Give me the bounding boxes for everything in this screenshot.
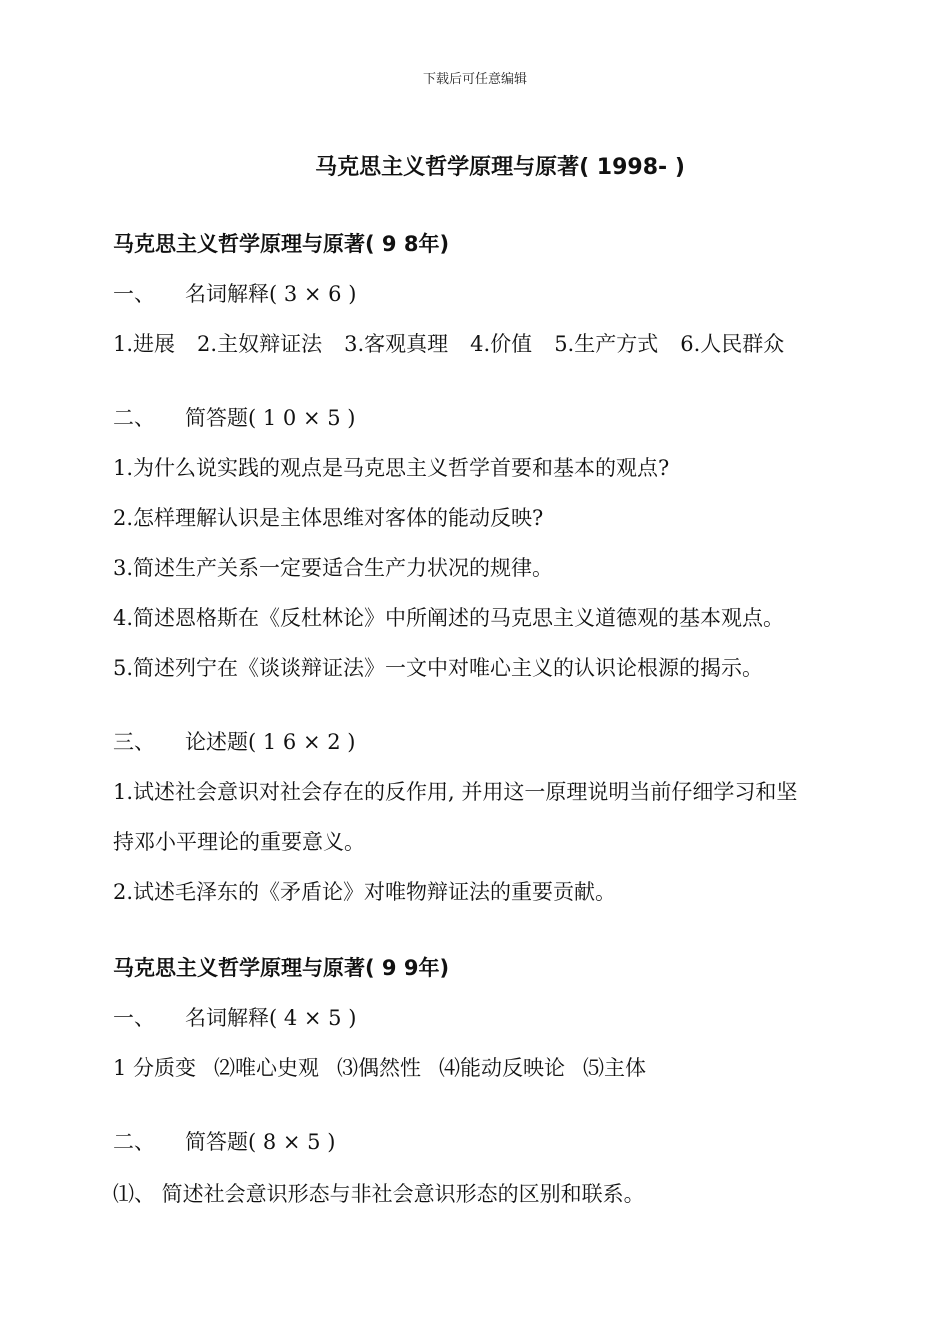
question-item: 1.试述社会意识对社会存在的反作用, 并用这一原理说明当前仔细学习和坚: [113, 780, 798, 804]
part-number: 二、: [113, 406, 155, 430]
term: 1.进展: [113, 332, 176, 356]
term: 6.人民群众: [680, 332, 785, 356]
part-number: 一、: [113, 282, 155, 306]
question-item: 4.简述恩格斯在《反杜林论》中所阐述的马克思主义道德观的基本观点。: [113, 606, 785, 630]
part-heading: [113, 402, 355, 432]
question-item: 5.简述列宁在《谈谈辩证法》一文中对唯心主义的认识论根源的揭示。: [113, 656, 764, 680]
question-item: ⑴、 简述社会意识形态与非社会意识形态的区别和联系。: [113, 1182, 645, 1206]
document-title: 马克思主义哲学原理与原著( 1998- ): [315, 155, 685, 180]
terms-line: [113, 1052, 646, 1082]
term: 3.客观真理: [344, 332, 449, 356]
part-heading: [113, 1126, 335, 1156]
part-number: 一、: [113, 1006, 155, 1030]
section-title-98: 马克思主义哲学原理与原著( 9 8年): [113, 232, 450, 256]
term: 5.生产方式: [554, 332, 659, 356]
term: ⑵唯心史观: [214, 1056, 320, 1080]
part-title: 名词解释( 4 × 5 ): [185, 1006, 357, 1030]
part-heading: [113, 1002, 356, 1032]
question-item: 2.怎样理解认识是主体思维对客体的能动反映?: [113, 506, 544, 530]
term: ⑶偶然性: [337, 1056, 422, 1080]
term: 2.主奴辩证法: [197, 332, 323, 356]
part-number: 三、: [113, 730, 155, 754]
part-heading: [113, 726, 355, 756]
part-heading: [113, 278, 356, 308]
header-note: 下载后可任意编辑: [422, 72, 527, 87]
term: 1 分质变: [113, 1056, 197, 1080]
question-item: 1.为什么说实践的观点是马克思主义哲学首要和基本的观点?: [113, 456, 670, 480]
part-title: 论述题( 1 6 × 2 ): [185, 730, 356, 754]
question-item: 2.试述毛泽东的《矛盾论》对唯物辩证法的重要贡献。: [113, 880, 617, 904]
question-item: 持邓小平理论的重要意义。: [113, 830, 365, 854]
section-title-99: 马克思主义哲学原理与原著( 9 9年): [113, 956, 450, 980]
terms-line: [113, 328, 784, 358]
term: ⑷能动反映论: [439, 1056, 566, 1080]
part-title: 简答题( 8 × 5 ): [185, 1130, 336, 1154]
term: 4.价值: [470, 332, 533, 356]
question-item: 3.简述生产关系一定要适合生产力状况的规律。: [113, 556, 554, 580]
term: ⑸主体: [583, 1056, 647, 1080]
part-title: 简答题( 1 0 × 5 ): [185, 406, 356, 430]
part-number: 二、: [113, 1130, 155, 1154]
part-title: 名词解释( 3 × 6 ): [185, 282, 357, 306]
